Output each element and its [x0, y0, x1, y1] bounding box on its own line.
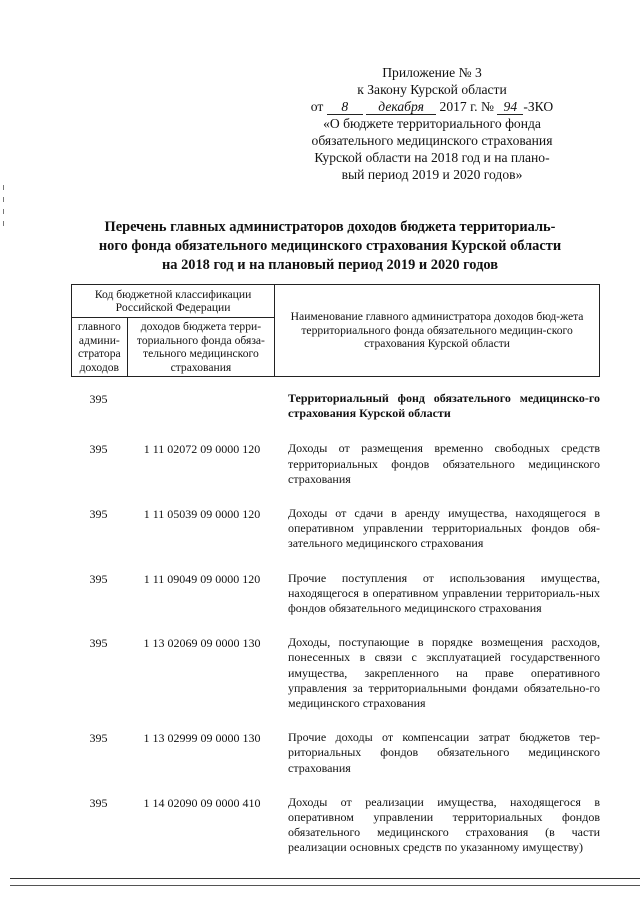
header-code-group: Код бюджетной классификации Российской Федерации: [72, 285, 275, 318]
revenue-code: 1 11 05039 09 0000 120: [143, 507, 261, 522]
title-line-1: Перечень главных администраторов доходов бюджета территориаль-: [104, 219, 556, 235]
table-row: [71, 635, 600, 711]
title-line-3: на 2018 год и на плановый период 2019 и 2020 годов: [162, 257, 498, 273]
table-row: [71, 571, 600, 617]
admin-code: 395: [89, 731, 108, 746]
year-label: 2017 г. №: [439, 99, 494, 114]
revenue-list: [71, 391, 600, 856]
table-row: [71, 795, 600, 856]
revenue-name: Доходы от размещения временно свободных средств территориальных фондов обязательного медицинского страхования: [288, 441, 600, 486]
admin-code: 395: [89, 636, 108, 651]
revenue-code: 1 11 02072 09 0000 120: [143, 442, 261, 457]
appendix-law-title-2: обязательного медицинского страхования: [311, 133, 553, 148]
appendix-law: к Закону Курской области: [357, 82, 507, 97]
revenue-name: Доходы от реализации имущества, находящегося в оперативном управлении территориальных фондов обязательного медицинского страхования (в части реализации основных средств по указанному имуществу): [288, 794, 600, 855]
admin-code: 395: [89, 795, 108, 810]
from-label: от: [310, 99, 324, 114]
revenue-code: 1 14 02090 09 0000 410: [143, 795, 261, 810]
appendix-date-line: [262, 98, 602, 115]
appendix-law-title-1: «О бюджете территориального фонда: [323, 116, 541, 131]
revenue-name: Прочие доходы от компенсации затрат бюджетов тер-риториальных фондов обязательного медицинского страхования: [288, 730, 600, 775]
revenue-code: 1 13 02999 09 0000 130: [143, 731, 261, 746]
table-row: [71, 441, 600, 487]
table-row: [71, 391, 600, 421]
admin-code: 395: [89, 392, 108, 406]
appendix-law-title-4: вый период 2019 и 2020 годов»: [341, 167, 523, 182]
header-main-admin: главного админи-стратора доходов: [72, 318, 128, 377]
margin-marks: [3, 185, 5, 265]
admin-code: 395: [89, 442, 108, 457]
page-bottom-rules: [0, 872, 640, 890]
appendix-law-title-3: Курской области на 2018 год и на плано-: [314, 150, 550, 165]
title-line-2: ного фонда обязательного медицинского страхования Курской области: [98, 238, 562, 254]
revenue-name: Прочие поступления от использования имущества, находящегося в оперативном управлении территориаль-ных фондов обязательного медицинского страхования: [288, 570, 600, 616]
revenue-code: 1 13 02069 09 0000 130: [143, 636, 261, 651]
bottom-rule: [10, 878, 640, 879]
month-field: декабря: [366, 100, 436, 115]
day-field: 8: [327, 100, 363, 115]
appendix-block: [262, 64, 602, 183]
appendix-number: Приложение № 3: [382, 65, 482, 80]
header-revenue-code: доходов бюджета терри-ториального фонда обяза-тельного медицинского страхования: [127, 318, 274, 377]
revenue-code: [126, 391, 278, 421]
table-row: [71, 506, 600, 552]
number-field: 94: [497, 100, 523, 115]
revenue-code: 1 11 09049 09 0000 120: [143, 571, 261, 586]
table-header: [71, 284, 600, 377]
number-suffix: -ЗКО: [523, 99, 554, 114]
table-row: [71, 730, 600, 776]
revenue-name: Территориальный фонд обязательного медицинско-го страхования Курской области: [288, 391, 600, 421]
admin-code: 395: [89, 507, 108, 522]
bottom-rule: [10, 885, 640, 886]
admin-code: 395: [89, 571, 108, 586]
header-name: Наименование главного администратора доходов бюд-жета территориального фонда обязательного медицин-ского страхования Курской области: [275, 285, 600, 377]
revenue-name: Доходы, поступающие в порядке возмещения расходов, понесенных в связи с эксплуатацией государственного имущества, закрепленного на праве оперативного управления за территориальными фондами обязательно-го медицинского страхования: [288, 635, 600, 711]
document-title: [60, 218, 600, 275]
revenue-name: Доходы от сдачи в аренду имущества, находящегося в оперативном управлении территориальных фондов обя-зательного медицинского страхования: [288, 506, 600, 551]
